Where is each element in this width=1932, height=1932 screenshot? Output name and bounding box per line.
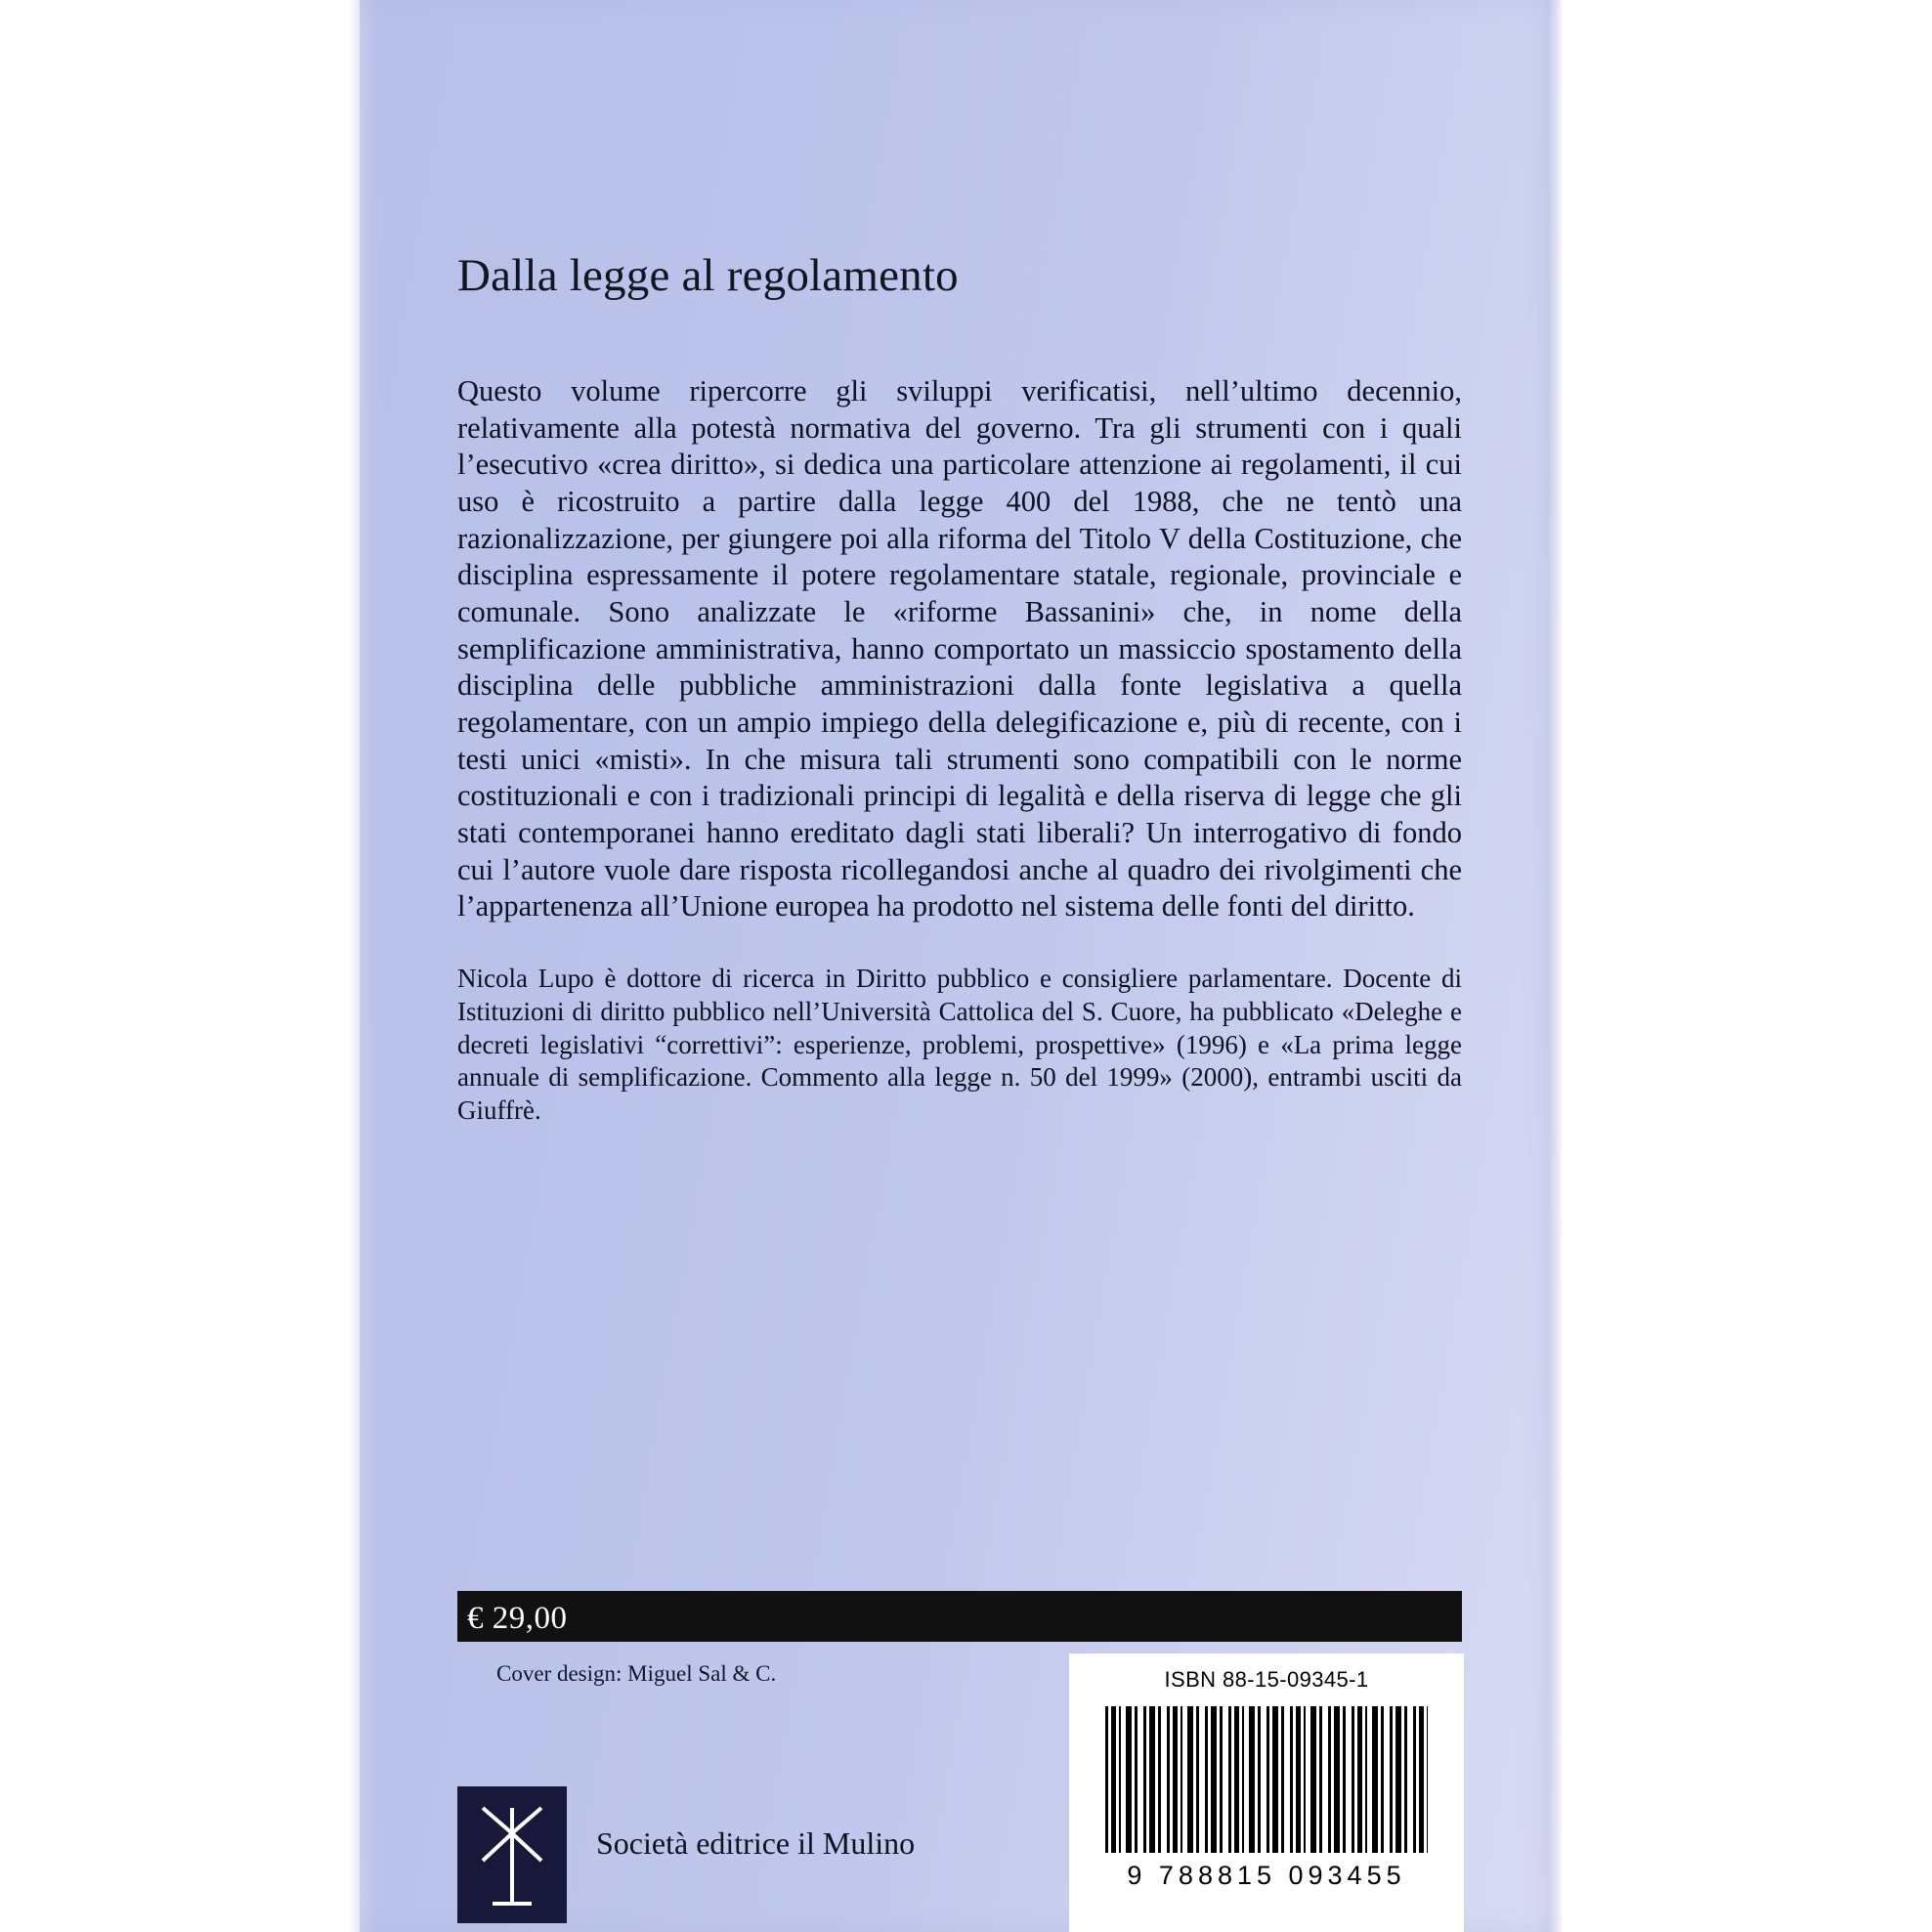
barcode-block	[1069, 1653, 1464, 1932]
author-bio: Nicola Lupo è dottore di ricerca in Diritto pubblico e consigliere parlamentare. Docente di Istituzioni di diritto pubblico nell’Università Cattolica del S. Cuore, ha pubblicato «Deleghe e decreti legislativi “correttivi”: esperienze, problemi, prospettive» (1996) e «La prima legge annuale di semplificazione. Commento alla legge n. 50 del 1999» (2000), entrambi usciti da Giuffrè.	[457, 964, 1462, 1125]
spine-shadow	[350, 0, 360, 1932]
price-label: € 29,00	[467, 1601, 568, 1636]
page-edge-highlight	[1548, 0, 1562, 1932]
publisher-logo-icon	[457, 1786, 567, 1923]
book-back-cover	[360, 0, 1562, 1932]
cover-design-credit: Cover design: Miguel Sal & C.	[496, 1661, 777, 1686]
barcode-digits: 9 788815 093455	[1127, 1861, 1406, 1890]
barcode-bars-icon	[1105, 1706, 1428, 1853]
price-bar	[457, 1591, 1462, 1642]
publisher-name: Società editrice il Mulino	[596, 1825, 916, 1861]
back-cover-blurb: Questo volume ripercorre gli sviluppi verificatisi, nell’ultimo decennio, relativamente alla potestà normativa del governo. Tra gli strumenti con i quali l’esecutivo «crea diritto», si dedica una particolare attenzione ai regolamenti, il cui uso è ricostruito a partire dalla legge 400 del 1988, che ne tentò una razionalizzazione, per giungere poi alla riforma del Titolo V della Costituzione, che disciplina espressamente il potere regolamentare statale, regionale, provinciale e comunale. Sono analizzate le «riforme Bassanini» che, in nome della semplificazione amministrativa, hanno comportato un massiccio spostamento della disciplina delle pubbliche amministrazioni dalla fonte legislativa a quella regolamentare, con un ampio impiego della delegificazione e, più di recente, con i testi unici «misti». In che misura tali strumenti sono compatibili con le norme costituzionali e con i tradizionali principi di legalità e della riserva di legge che gli stati contemporanei hanno ereditato dagli stati liberali? Un interrogativo di fondo cui l’autore vuole dare risposta ricollegandosi anche al quadro dei rivolgimenti che l’appartenenza all’Unione europea ha prodotto nel sistema delle fonti del diritto.	[457, 374, 1462, 923]
isbn-label: ISBN 88-15-09345-1	[1164, 1667, 1369, 1692]
book-title: Dalla legge al regolamento	[457, 250, 959, 301]
